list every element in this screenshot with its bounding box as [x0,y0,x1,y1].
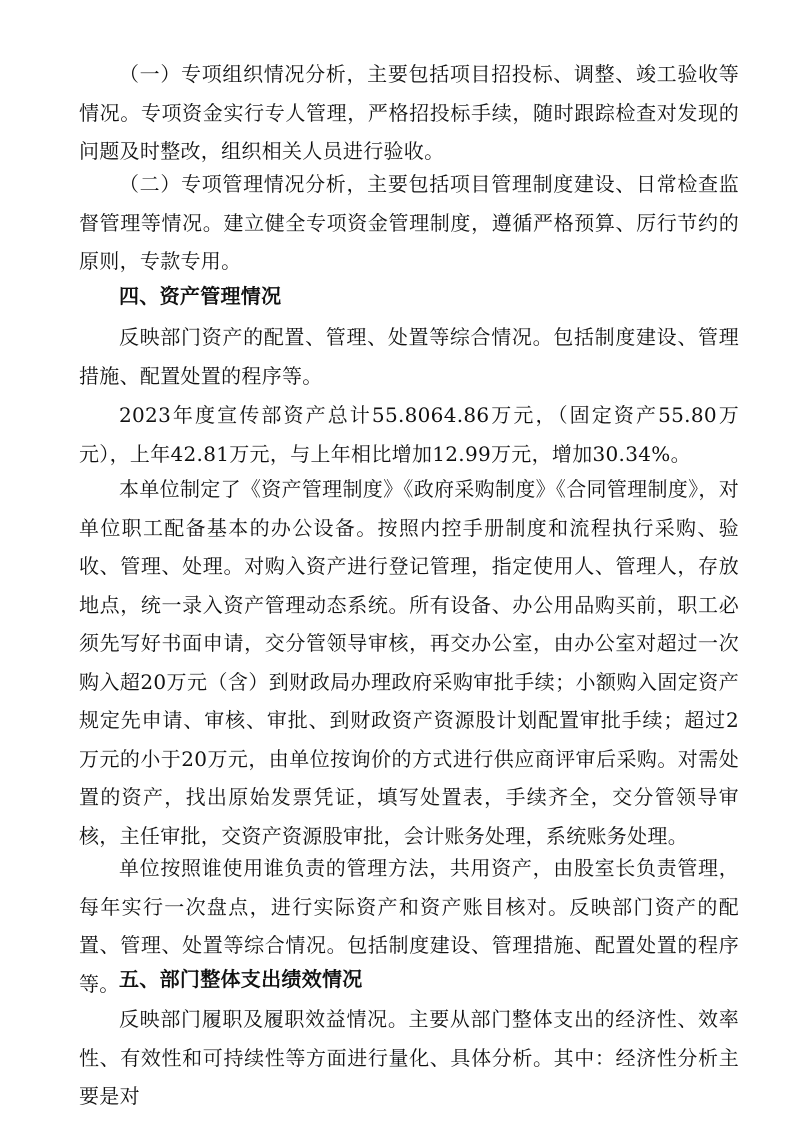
paragraph-special-management: （二）专项管理情况分析，主要包括项目管理制度建设、日常检查监督管理等情况。建立健全专项资金管理制度，遵循严格预算、厉行节约的原则，专款专用。 [79,172,739,273]
paragraph-asset-totals: 2023年度宣传部资产总计55.8064.86万元，（固定资产55.80万元），上年42.81万元，与上年相比增加12.99万元，增加30.34%。 [79,403,739,466]
section-heading-asset-management: 四、资产管理情况 [119,284,282,308]
paragraph-asset-responsibility: 单位按照谁使用谁负责的管理方法，共用资产，由股室长负责管理，每年实行一次盘点，进行实际资产和资产账目核对。反映部门资产的配置、管理、处置等综合情况。包括制度建设、管理措施、配置处置的程序等。 [79,856,739,996]
paragraph-asset-procedures: 本单位制定了《资产管理制度》《政府采购制度》《合同管理制度》，对单位职工配备基本的办公设备。按照内控手册制度和流程执行采购、验收、管理、处理。对购入资产进行登记管理，指定使用人、管理人，存放地点，统一录入资产管理动态系统。所有设备、办公用品购买前，职工必须先写好书面申请，交分管领导审核，再交办公室，由办公室对超过一次购入超20万元（含）到财政局办理政府采购审批手续；小额购入固定资产规定先申请、审核、审批、到财政资产资源股计划配置审批手续；超过2万元的小于20万元，由单位按询价的方式进行供应商评审后采购。对需处置的资产，找出原始发票凭证，填写处置表，手续齐全，交分管领导审核，主任审批，交资产资源股审批，会计账务处理，系统账务处理。 [79,477,739,848]
paragraph-special-organization: （一）专项组织情况分析，主要包括项目招投标、调整、竣工验收等情况。专项资金实行专人管理，严格招投标手续，随时跟踪检查对发现的问题及时整改，组织相关人员进行验收。 [79,62,739,163]
paragraph-asset-overview: 反映部门资产的配置、管理、处置等综合情况。包括制度建设、管理措施、配置处置的程序等。 [79,325,739,388]
paragraph-performance-analysis: 反映部门履职及履职效益情况。主要从部门整体支出的经济性、效率性、有效性和可持续性等方面进行量化、具体分析。其中：经济性分析主要是对 [79,1007,739,1108]
section-heading-overall-performance: 五、部门整体支出绩效情况 [119,967,363,991]
